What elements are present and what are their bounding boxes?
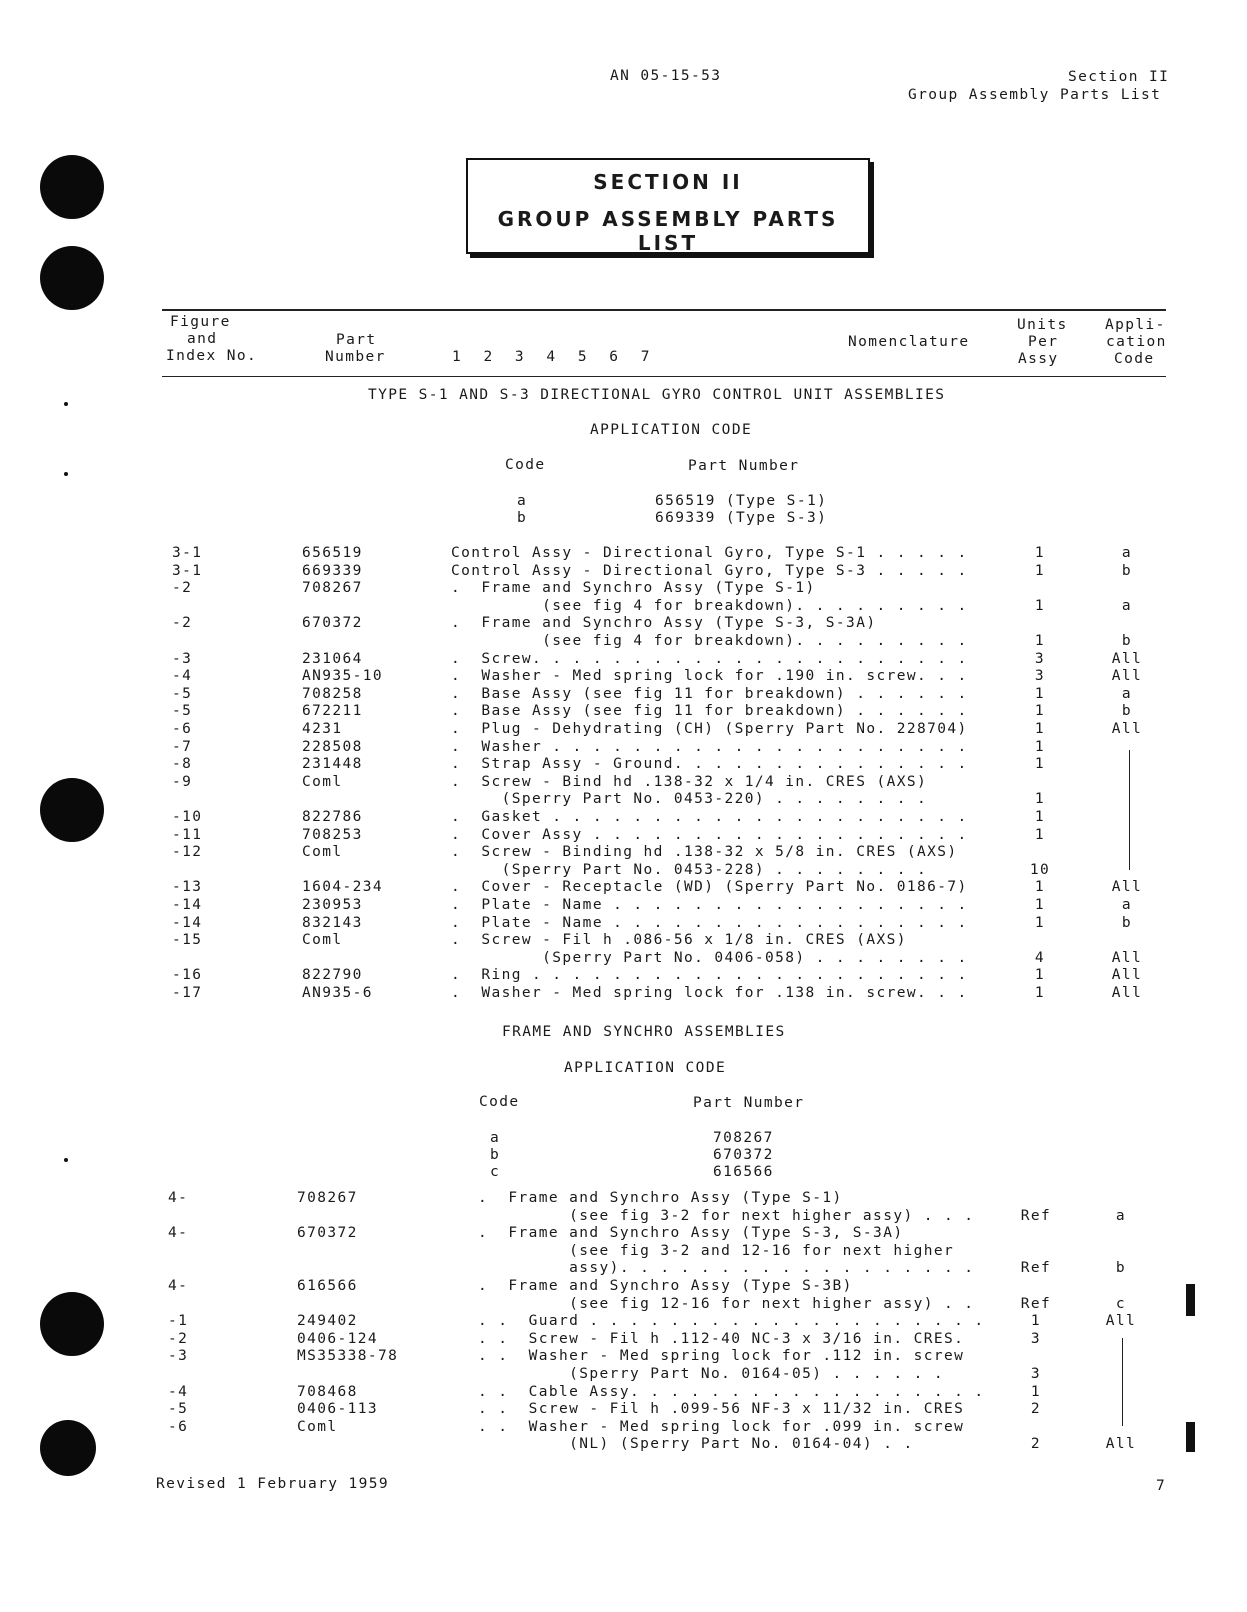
units-per-assy-cell: 1	[1034, 897, 1046, 913]
part-number-cell: 670372	[302, 615, 363, 632]
table-row	[0, 1296, 1247, 1314]
nomenclature-cell: assy). . . . . . . . . . . . . . . . . .	[478, 1260, 975, 1277]
part-number-cell: 228508	[302, 738, 363, 755]
application-code-cell: a	[1121, 685, 1133, 702]
part-number-cell: Coml	[297, 1418, 338, 1435]
application-code-cell: All	[1105, 1436, 1137, 1453]
nomenclature-cell: (see fig 4 for breakdown). . . . . . . . .	[451, 597, 968, 614]
figure-index-cell: -5	[172, 703, 193, 720]
col-part-l1: Part	[336, 332, 377, 348]
table-row	[0, 985, 1247, 1003]
group1-app-heading: APPLICATION CODE	[590, 422, 753, 438]
part-number-cell: 4231	[302, 721, 343, 737]
figure-index-cell: -17	[172, 985, 203, 1001]
figure-index-cell: -3	[168, 1348, 189, 1365]
units-per-assy-cell: 1	[1030, 1383, 1042, 1400]
group2-heading: FRAME AND SYNCHRO ASSEMBLIES	[502, 1024, 786, 1040]
figure-index-cell: -10	[172, 809, 203, 825]
part-number-cell: 832143	[302, 914, 363, 931]
group2-code: a	[490, 1130, 501, 1146]
part-number-cell: 616566	[297, 1278, 358, 1294]
nomenclature-cell: . Cover Assy . . . . . . . . . . . . . . . . . . .	[451, 826, 968, 843]
table-row	[0, 580, 1247, 598]
figure-index-cell: -14	[172, 897, 203, 913]
units-per-assy-cell: 10	[1029, 861, 1051, 878]
application-code-cell: a	[1121, 545, 1133, 561]
nomenclature-cell: . Frame and Synchro Assy (Type S-3, S-3A)	[451, 615, 877, 632]
col-units-l2: Per	[1028, 334, 1059, 350]
application-code-cell: All	[1111, 985, 1143, 1001]
table-row	[0, 897, 1247, 915]
nomenclature-cell: . . Screw - Fil h .112-40 NC-3 x 3/16 in. CRES.	[478, 1330, 965, 1347]
col-figure-l3: Index No.	[166, 348, 258, 364]
units-per-assy-cell: 1	[1034, 985, 1046, 1001]
nomenclature-cell: (see fig 12-16 for next higher assy) . .	[478, 1295, 975, 1312]
figure-index-cell: -8	[172, 756, 193, 773]
figure-index-cell: 4-	[168, 1278, 189, 1294]
part-number-cell: 231448	[302, 756, 363, 773]
application-code-cell: a	[1115, 1207, 1127, 1224]
group2-code-label: Code	[479, 1094, 520, 1110]
continuation-line	[1122, 1338, 1123, 1426]
table-row	[0, 1436, 1247, 1454]
units-per-assy-cell: 3	[1030, 1330, 1042, 1347]
nomenclature-cell: . Base Assy (see fig 11 for breakdown) . . . . . .	[451, 703, 968, 720]
figure-index-cell: -11	[172, 826, 203, 843]
binder-hole	[40, 155, 104, 219]
col-figure-l2: and	[187, 331, 218, 347]
table-row	[0, 915, 1247, 933]
part-number-cell: 708267	[302, 580, 363, 597]
table-row	[0, 1208, 1247, 1226]
part-number-cell: 708468	[297, 1383, 358, 1400]
figure-index-cell: -3	[172, 650, 193, 667]
figure-index-cell: -4	[172, 668, 193, 685]
units-per-assy-cell: 1	[1034, 738, 1046, 755]
application-code-cell: b	[1121, 914, 1133, 931]
part-number-cell: 822786	[302, 809, 363, 825]
part-number-cell: Coml	[302, 932, 343, 949]
nomenclature-cell: . Plug - Dehydrating (CH) (Sperry Part No. 228704)	[451, 721, 968, 737]
group2-pn-label: Part Number	[693, 1095, 805, 1111]
nomenclature-cell: . Plate - Name . . . . . . . . . . . . . . . . . .	[451, 897, 968, 913]
nomenclature-cell: Control Assy - Directional Gyro, Type S-1 . . . . .	[451, 545, 968, 561]
table-row	[0, 967, 1247, 985]
figure-index-cell: -4	[168, 1383, 189, 1400]
table-row	[0, 1366, 1247, 1384]
part-number-cell: 672211	[302, 703, 363, 720]
table-row	[0, 1331, 1247, 1349]
table-row	[0, 563, 1247, 581]
nomenclature-cell: (see fig 3-2 and 12-16 for next higher	[478, 1242, 955, 1259]
table-row	[0, 1348, 1247, 1366]
nomenclature-cell: . Washer - Med spring lock for .138 in. screw. . .	[451, 985, 968, 1001]
application-code-cell: All	[1111, 879, 1143, 896]
table-row	[0, 1313, 1247, 1331]
col-app-l3: Code	[1114, 351, 1155, 367]
section-title: SECTION II	[593, 170, 743, 194]
part-number-cell: 708258	[302, 685, 363, 702]
part-number-cell: 670372	[297, 1225, 358, 1242]
units-per-assy-cell: Ref	[1020, 1295, 1052, 1312]
part-number-cell: 0406-113	[297, 1401, 379, 1418]
figure-index-cell: -2	[168, 1330, 189, 1347]
section-sub-label: Group Assembly Parts List	[908, 87, 1162, 103]
nomenclature-cell: . Frame and Synchro Assy (Type S-1)	[478, 1190, 843, 1206]
nomenclature-cell: (see fig 4 for breakdown). . . . . . . . .	[451, 633, 968, 649]
units-per-assy-cell: 1	[1034, 597, 1046, 614]
table-row	[0, 844, 1247, 862]
nomenclature-cell: (Sperry Part No. 0453-228) . . . . . . . .	[451, 861, 928, 878]
margin-dot	[64, 402, 68, 406]
units-per-assy-cell: 1	[1034, 721, 1046, 737]
units-per-assy-cell: 2	[1030, 1436, 1042, 1453]
figure-index-cell: -13	[172, 879, 203, 896]
table-row	[0, 668, 1247, 686]
application-code-cell: All	[1111, 721, 1143, 737]
nomenclature-cell: . . Cable Assy. . . . . . . . . . . . . . . . . .	[478, 1383, 985, 1400]
nomenclature-cell: . Frame and Synchro Assy (Type S-3B)	[478, 1278, 853, 1294]
group2-code-pn: 670372	[713, 1147, 774, 1163]
nomenclature-cell: . Ring . . . . . . . . . . . . . . . . . . . . . .	[451, 967, 968, 984]
header-bottom-rule	[162, 376, 1166, 377]
units-per-assy-cell: 3	[1034, 650, 1046, 667]
figure-index-cell: -15	[172, 932, 203, 949]
group2-code-pn: 708267	[713, 1130, 774, 1146]
application-code-cell: b	[1121, 633, 1133, 649]
table-row	[0, 774, 1247, 792]
doc-number: AN 05-15-53	[610, 68, 722, 84]
group1-code: a	[517, 493, 528, 509]
figure-index-cell: 4-	[168, 1225, 189, 1242]
group1-pn-label: Part Number	[688, 458, 800, 474]
units-per-assy-cell: 1	[1034, 703, 1046, 720]
table-row	[0, 932, 1247, 950]
nomenclature-cell: . Washer . . . . . . . . . . . . . . . . . . . . .	[451, 738, 968, 755]
table-row	[0, 1260, 1247, 1278]
units-per-assy-cell: 1	[1034, 809, 1046, 825]
col-units-l3: Assy	[1018, 351, 1059, 367]
units-per-assy-cell: 1	[1034, 562, 1046, 579]
application-code-cell: c	[1115, 1295, 1127, 1312]
margin-dot	[64, 472, 68, 476]
part-number-cell: Coml	[302, 844, 343, 861]
figure-index-cell: -9	[172, 773, 193, 790]
nomenclature-cell: . Screw - Fil h .086-56 x 1/8 in. CRES (AXS)	[451, 932, 907, 949]
figure-index-cell: -12	[172, 844, 203, 861]
units-per-assy-cell: 1	[1034, 826, 1046, 843]
application-code-cell: All	[1111, 967, 1143, 984]
group2-code-pn: 616566	[713, 1164, 774, 1180]
units-per-assy-cell: 2	[1030, 1401, 1042, 1418]
application-code-cell: b	[1115, 1260, 1127, 1277]
units-per-assy-cell: 1	[1034, 545, 1046, 561]
group1-heading: TYPE S-1 AND S-3 DIRECTIONAL GYRO CONTROL UNIT ASSEMBLIES	[368, 387, 946, 403]
part-number-cell: 0406-124	[297, 1330, 379, 1347]
nomenclature-cell: . Screw - Bind hd .138-32 x 1/4 in. CRES (AXS)	[451, 773, 928, 790]
nomenclature-cell: (Sperry Part No. 0164-05) . . . . . .	[478, 1366, 944, 1382]
group1-code-label: Code	[505, 457, 546, 473]
units-per-assy-cell: 1	[1034, 967, 1046, 984]
header-top-rule	[162, 309, 1166, 311]
units-per-assy-cell: 1	[1034, 914, 1046, 931]
section-subtitle: GROUP ASSEMBLY PARTS LIST	[497, 207, 839, 255]
col-indent-digits: 1 2 3 4 5 6 7	[452, 349, 655, 365]
units-per-assy-cell: Ref	[1020, 1260, 1052, 1277]
figure-index-cell: -6	[172, 721, 193, 737]
part-number-cell: 1604-234	[302, 879, 384, 896]
table-row	[0, 633, 1247, 651]
table-row	[0, 1243, 1247, 1261]
nomenclature-cell: (NL) (Sperry Part No. 0164-04) . .	[478, 1436, 914, 1453]
units-per-assy-cell: Ref	[1020, 1207, 1052, 1224]
part-number-cell: 669339	[302, 562, 363, 579]
table-row	[0, 1384, 1247, 1402]
figure-index-cell: -1	[168, 1313, 189, 1330]
figure-index-cell: -7	[172, 738, 193, 755]
table-row	[0, 615, 1247, 633]
revision-date: Revised 1 February 1959	[156, 1476, 389, 1492]
table-row	[0, 721, 1247, 739]
units-per-assy-cell: 1	[1034, 685, 1046, 702]
group2-code: c	[490, 1164, 501, 1180]
units-per-assy-cell: 4	[1034, 949, 1046, 966]
figure-index-cell: -2	[172, 580, 193, 597]
group2-code: b	[490, 1147, 501, 1163]
group1-code: b	[517, 510, 528, 526]
nomenclature-cell: . Screw - Binding hd .138-32 x 5/8 in. CRES (AXS)	[451, 844, 958, 861]
table-row	[0, 686, 1247, 704]
nomenclature-cell: (Sperry Part No. 0453-220) . . . . . . . .	[451, 791, 928, 808]
figure-index-cell: -14	[172, 914, 203, 931]
group1-code-pn: 669339 (Type S-3)	[655, 510, 828, 526]
group1-code-pn: 656519 (Type S-1)	[655, 493, 828, 509]
part-number-cell: AN935-6	[302, 985, 373, 1001]
figure-index-cell: 4-	[168, 1190, 189, 1206]
nomenclature-cell: . Washer - Med spring lock for .190 in. screw. . .	[451, 668, 968, 685]
figure-index-cell: -5	[168, 1401, 189, 1418]
table-row	[0, 827, 1247, 845]
part-number-cell: AN935-10	[302, 668, 384, 685]
table-row	[0, 756, 1247, 774]
nomenclature-cell: (see fig 3-2 for next higher assy) . . .	[478, 1207, 975, 1224]
table-row	[0, 651, 1247, 669]
margin-dot	[64, 1158, 68, 1162]
part-number-cell: 708267	[297, 1190, 358, 1206]
table-row	[0, 950, 1247, 968]
table-row	[0, 791, 1247, 809]
col-app-l1: Appli-	[1105, 317, 1166, 333]
table-row	[0, 809, 1247, 827]
nomenclature-cell: . Screw. . . . . . . . . . . . . . . . . . . . . .	[451, 650, 968, 667]
part-number-cell: 249402	[297, 1313, 358, 1330]
col-units-l1: Units	[1017, 317, 1068, 333]
figure-index-cell: 3-1	[172, 562, 203, 579]
continuation-line	[1129, 750, 1130, 870]
nomenclature-cell: . . Washer - Med spring lock for .112 in. screw	[478, 1348, 965, 1365]
units-per-assy-cell: 1	[1034, 633, 1046, 649]
table-row	[0, 1225, 1247, 1243]
nomenclature-cell: . Base Assy (see fig 11 for breakdown) . . . . . .	[451, 685, 968, 702]
units-per-assy-cell: 1	[1030, 1313, 1042, 1330]
application-code-cell: a	[1121, 597, 1133, 614]
application-code-cell: b	[1121, 703, 1133, 720]
figure-index-cell: -16	[172, 967, 203, 984]
units-per-assy-cell: 3	[1030, 1366, 1042, 1382]
col-nomenclature: Nomenclature	[848, 334, 970, 350]
part-number-cell: 230953	[302, 897, 363, 913]
part-number-cell: Coml	[302, 773, 343, 790]
table-row	[0, 879, 1247, 897]
nomenclature-cell: . . Washer - Med spring lock for .099 in. screw	[478, 1418, 965, 1435]
part-number-cell: 708253	[302, 826, 363, 843]
nomenclature-cell: Control Assy - Directional Gyro, Type S-3 . . . . .	[451, 562, 968, 579]
application-code-cell: b	[1121, 562, 1133, 579]
col-app-l2: cation	[1106, 334, 1167, 350]
page-number: 7	[1156, 1478, 1167, 1494]
table-row	[0, 1401, 1247, 1419]
units-per-assy-cell: 1	[1034, 791, 1046, 808]
table-row	[0, 598, 1247, 616]
table-row	[0, 1190, 1247, 1208]
table-row	[0, 1419, 1247, 1437]
binder-hole	[40, 246, 104, 310]
nomenclature-cell: . Plate - Name . . . . . . . . . . . . . . . . . .	[451, 914, 968, 931]
nomenclature-cell: . Cover - Receptacle (WD) (Sperry Part No. 0186-7)	[451, 879, 968, 896]
table-row	[0, 862, 1247, 880]
figure-index-cell: -2	[172, 615, 193, 632]
figure-index-cell: -6	[168, 1418, 189, 1435]
units-per-assy-cell: 1	[1034, 879, 1046, 896]
table-row	[0, 545, 1247, 563]
nomenclature-cell: . Frame and Synchro Assy (Type S-3, S-3A)	[478, 1225, 904, 1242]
nomenclature-cell: . Strap Assy - Ground. . . . . . . . . . . . . . .	[451, 756, 968, 773]
part-number-cell: 231064	[302, 650, 363, 667]
nomenclature-cell: . Gasket . . . . . . . . . . . . . . . . . . . . .	[451, 809, 968, 825]
col-part-l2: Number	[325, 349, 386, 365]
col-figure-l1: Figure	[170, 314, 231, 330]
application-code-cell: All	[1111, 668, 1143, 685]
table-row	[0, 703, 1247, 721]
section-title-box	[466, 158, 870, 254]
application-code-cell: a	[1121, 897, 1133, 913]
group2-app-heading: APPLICATION CODE	[564, 1060, 727, 1076]
units-per-assy-cell: 1	[1034, 756, 1046, 773]
part-number-cell: MS35338-78	[297, 1348, 399, 1365]
application-code-cell: All	[1111, 949, 1143, 966]
nomenclature-cell: (Sperry Part No. 0406-058) . . . . . . . .	[451, 949, 968, 966]
section-label: Section II	[1068, 69, 1170, 85]
figure-index-cell: -5	[172, 685, 193, 702]
table-row	[0, 1278, 1247, 1296]
application-code-cell: All	[1105, 1313, 1137, 1330]
nomenclature-cell: . Frame and Synchro Assy (Type S-1)	[451, 580, 816, 597]
table-row	[0, 739, 1247, 757]
part-number-cell: 656519	[302, 545, 363, 561]
nomenclature-cell: . . Guard . . . . . . . . . . . . . . . . . . . .	[478, 1313, 985, 1330]
application-code-cell: All	[1111, 650, 1143, 667]
figure-index-cell: 3-1	[172, 545, 203, 561]
nomenclature-cell: . . Screw - Fil h .099-56 NF-3 x 11/32 in. CRES	[478, 1401, 965, 1418]
units-per-assy-cell: 3	[1034, 668, 1046, 685]
part-number-cell: 822790	[302, 967, 363, 984]
